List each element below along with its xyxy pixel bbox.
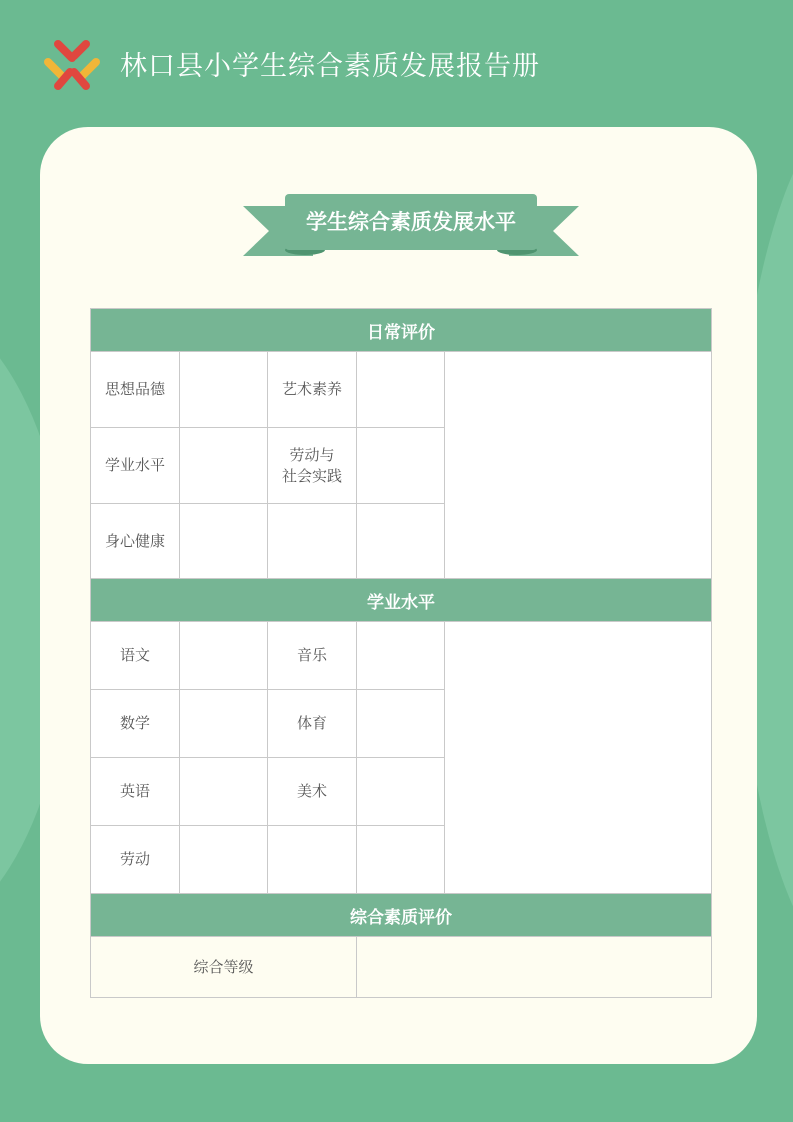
label-cell: 英语	[91, 758, 180, 826]
label-cell: 身心健康	[91, 504, 180, 579]
value-cell[interactable]	[357, 826, 445, 894]
header	[0, 0, 793, 128]
table-row	[91, 937, 712, 998]
label-cell	[268, 428, 357, 504]
section-title-overall: 综合素质评价	[91, 894, 712, 937]
value-cell[interactable]	[357, 504, 445, 579]
value-cell[interactable]	[180, 622, 268, 690]
grade-value-cell[interactable]	[357, 937, 712, 998]
label-cell: 思想品德	[91, 352, 180, 428]
label-line: 劳动与	[289, 445, 335, 464]
section-header-row	[91, 894, 712, 937]
value-cell[interactable]	[180, 352, 268, 428]
table-row	[91, 622, 712, 690]
value-cell[interactable]	[357, 352, 445, 428]
document-title: 林口县小学生综合素质发展报告册	[120, 51, 540, 82]
value-cell[interactable]	[357, 622, 445, 690]
value-cell[interactable]	[180, 826, 268, 894]
label-cell: 语文	[91, 622, 180, 690]
academic-comment-cell[interactable]	[445, 622, 712, 894]
value-cell[interactable]	[180, 690, 268, 758]
empty-cell[interactable]	[268, 826, 357, 894]
empty-cell[interactable]	[268, 504, 357, 579]
value-cell[interactable]	[357, 690, 445, 758]
section-title-daily: 日常评价	[91, 309, 712, 352]
table-row	[91, 352, 712, 428]
label-cell: 劳动	[91, 826, 180, 894]
value-cell[interactable]	[180, 504, 268, 579]
label-cell: 学业水平	[91, 428, 180, 504]
evaluation-table	[90, 308, 712, 998]
label-line: 社会实践	[281, 466, 342, 485]
value-cell[interactable]	[357, 428, 445, 504]
section-title-academic: 学业水平	[91, 579, 712, 622]
banner-title: 学生综合素质发展水平	[306, 210, 516, 234]
section-header-row	[91, 309, 712, 352]
daily-comment-cell[interactable]	[445, 352, 712, 579]
label-cell: 体育	[268, 690, 357, 758]
grade-label-cell: 综合等级	[91, 937, 357, 998]
label-cell: 艺术素养	[268, 352, 357, 428]
section-header-row	[91, 579, 712, 622]
value-cell[interactable]	[180, 758, 268, 826]
label-cell: 音乐	[268, 622, 357, 690]
value-cell[interactable]	[180, 428, 268, 504]
label-cell: 美术	[268, 758, 357, 826]
label-cell: 数学	[91, 690, 180, 758]
value-cell[interactable]	[357, 758, 445, 826]
cross-logo-icon	[42, 36, 102, 96]
